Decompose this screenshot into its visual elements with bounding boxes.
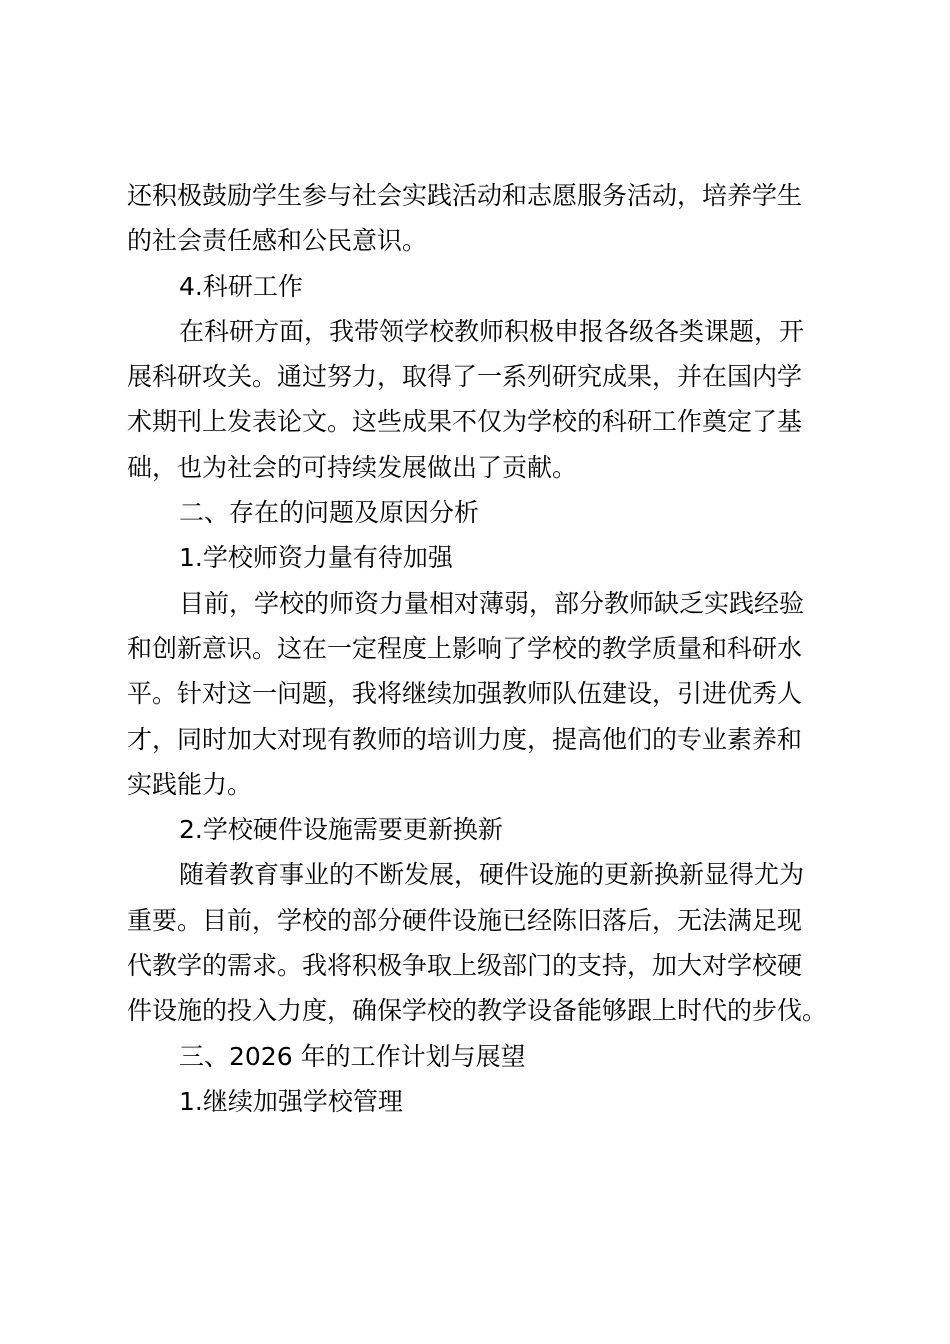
paragraph-line: 重要。目前，学校的部分硬件设施已经陈旧落后，无法满足现	[127, 905, 803, 935]
paragraph-line: 才，同时加大对现有教师的培训力度，提高他们的专业素养和	[127, 724, 803, 754]
section-heading: 二、存在的问题及原因分析	[179, 498, 480, 528]
paragraph-line: 随着教育事业的不断发展，硬件设施的更新换新显得尤为	[179, 860, 805, 890]
document-body	[127, 173, 833, 1124]
paragraph-line: 术期刊上发表论文。这些成果不仅为学校的科研工作奠定了基	[127, 407, 803, 437]
paragraph-line: 和创新意识。这在一定程度上影响了学校的教学质量和科研水	[127, 633, 803, 663]
paragraph-line: 还积极鼓励学生参与社会实践活动和志愿服务活动，培养学生	[127, 181, 803, 210]
paragraph-line: 平。针对这一问题，我将继续加强教师队伍建设，引进优秀人	[127, 679, 803, 709]
paragraph-line: 的社会责任感和公民意识。	[127, 226, 428, 256]
paragraph-line: 础，也为社会的可持续发展做出了贡献。	[127, 452, 578, 482]
paragraph-line: 实践能力。	[127, 769, 253, 799]
paragraph-line: 代教学的需求。我将积极争取上级部门的支持，加大对学校硬	[127, 951, 803, 981]
section-heading: 三、2026 年的工作计划与展望	[179, 1041, 526, 1071]
subsection-heading: 2.学校硬件设施需要更新换新	[179, 815, 503, 845]
subsection-heading: 1.学校师资力量有待加强	[179, 543, 453, 573]
subsection-heading: 1.继续加强学校管理	[179, 1086, 403, 1116]
paragraph-line: 目前，学校的师资力量相对薄弱，部分教师缺乏实践经验	[179, 588, 805, 618]
section-heading: 4.科研工作	[179, 271, 303, 301]
paragraph-line: 展科研攻关。通过努力，取得了一系列研究成果，并在国内学	[127, 362, 803, 392]
paragraph-line: 在科研方面，我带领学校教师积极申报各级各类课题，开	[179, 316, 805, 346]
paragraph-line: 件设施的投入力度，确保学校的教学设备能够跟上时代的步伐。	[127, 996, 828, 1026]
